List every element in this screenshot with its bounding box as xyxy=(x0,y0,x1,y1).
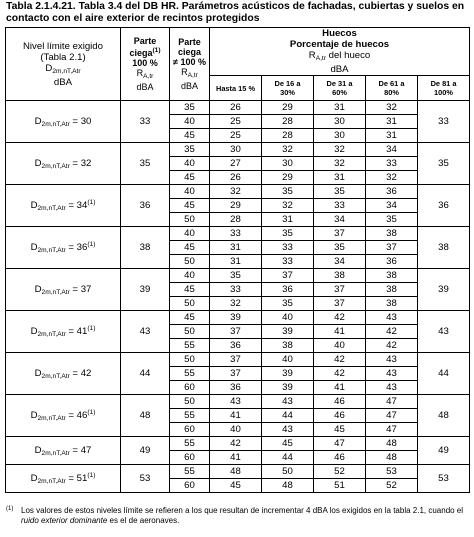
opening-pct-cell: 37 xyxy=(210,367,262,381)
solid-not-100-cell: 60 xyxy=(170,381,210,395)
opening-pct-cell: 43 xyxy=(210,395,262,409)
header-level-limit: Nivel límite exigido (Tabla 2.1) $D_{2m,nT,Atr}$ dBA xyxy=(6,28,121,101)
opening-pct-cell: 26 xyxy=(210,171,262,185)
header-pct-col: De 16 a 30% xyxy=(262,76,314,101)
table-row xyxy=(6,227,470,241)
opening-pct-cell: 37 xyxy=(314,227,366,241)
solid-not-100-cell: 40 xyxy=(170,185,210,199)
solid-not-100-cell: 50 xyxy=(170,255,210,269)
opening-pct-cell: 25 xyxy=(210,129,262,143)
opening-pct-cell: 38 xyxy=(262,339,314,353)
opening-pct-cell: 35 xyxy=(262,227,314,241)
opening-pct-cell: 32 xyxy=(210,297,262,311)
level-limit-cell: $D_{2m,nT,Atr} = 47$ xyxy=(6,437,121,465)
opening-pct-cell: 36 xyxy=(262,283,314,297)
opening-pct-cell: 51 xyxy=(314,479,366,493)
opening-pct-cell: 47 xyxy=(366,409,418,423)
opening-pct-cell: 32 xyxy=(314,157,366,171)
opening-pct-cell: 28 xyxy=(262,129,314,143)
opening-81-100-cell: 35 xyxy=(418,143,470,185)
table-row xyxy=(6,269,470,283)
opening-pct-cell: 36 xyxy=(366,185,418,199)
opening-pct-cell: 38 xyxy=(366,297,418,311)
opening-pct-cell: 36 xyxy=(210,381,262,395)
opening-pct-cell: 50 xyxy=(262,465,314,479)
opening-pct-cell: 25 xyxy=(210,115,262,129)
opening-pct-cell: 47 xyxy=(366,395,418,409)
opening-pct-cell: 32 xyxy=(314,143,366,157)
opening-pct-cell: 31 xyxy=(314,101,366,115)
opening-pct-cell: 31 xyxy=(314,171,366,185)
table-row xyxy=(6,185,470,199)
solid-not-100-cell: 50 xyxy=(170,395,210,409)
opening-pct-cell: 46 xyxy=(314,451,366,465)
solid-not-100-cell: 35 xyxy=(170,101,210,115)
opening-81-100-cell: 43 xyxy=(418,311,470,353)
footnote: (1) Los valores de estos niveles límite se refieren a los que resultan de incrementar 4 dBA los exigidos en la tabla 2.1, cuando el ruido exterior dominante es el de aeronaves. xyxy=(6,506,464,525)
opening-pct-cell: 42 xyxy=(314,311,366,325)
solid-100-cell: 35 xyxy=(121,143,170,185)
opening-pct-cell: 38 xyxy=(314,269,366,283)
opening-pct-cell: 41 xyxy=(314,381,366,395)
opening-pct-cell: 31 xyxy=(262,213,314,227)
solid-not-100-cell: 45 xyxy=(170,241,210,255)
solid-not-100-cell: 50 xyxy=(170,325,210,339)
opening-pct-cell: 35 xyxy=(262,297,314,311)
solid-not-100-cell: 40 xyxy=(170,269,210,283)
table-row xyxy=(6,101,470,115)
opening-pct-cell: 48 xyxy=(366,437,418,451)
opening-pct-cell: 48 xyxy=(366,451,418,465)
opening-pct-cell: 45 xyxy=(262,437,314,451)
opening-pct-cell: 31 xyxy=(366,115,418,129)
solid-not-100-cell: 45 xyxy=(170,311,210,325)
solid-100-cell: 53 xyxy=(121,465,170,493)
header-pct-col: Hasta 15 % xyxy=(210,76,262,101)
opening-pct-cell: 31 xyxy=(210,241,262,255)
table-title: Tabla 2.1.4.21. Tabla 3.4 del DB HR. Parámetros acústicos de fachadas, cubiertas y suelos en contacto con el aire exterior de recintos protegidos xyxy=(6,1,465,24)
opening-pct-cell: 37 xyxy=(366,241,418,255)
solid-100-cell: 38 xyxy=(121,227,170,269)
opening-81-100-cell: 53 xyxy=(418,465,470,493)
opening-81-100-cell: 49 xyxy=(418,437,470,465)
opening-81-100-cell: 39 xyxy=(418,269,470,311)
solid-not-100-cell: 55 xyxy=(170,339,210,353)
table-body xyxy=(6,101,470,493)
level-limit-cell: $D_{2m,nT,Atr} = 42$ xyxy=(6,353,121,395)
opening-pct-cell: 39 xyxy=(262,367,314,381)
solid-not-100-cell: 55 xyxy=(170,409,210,423)
table-row xyxy=(6,465,470,479)
opening-pct-cell: 43 xyxy=(366,367,418,381)
opening-pct-cell: 42 xyxy=(210,437,262,451)
opening-pct-cell: 33 xyxy=(366,157,418,171)
opening-pct-cell: 28 xyxy=(210,213,262,227)
opening-pct-cell: 42 xyxy=(314,353,366,367)
opening-pct-cell: 29 xyxy=(210,199,262,213)
opening-pct-cell: 33 xyxy=(262,241,314,255)
opening-pct-cell: 45 xyxy=(314,423,366,437)
solid-not-100-cell: 40 xyxy=(170,227,210,241)
opening-pct-cell: 52 xyxy=(314,465,366,479)
solid-not-100-cell: 45 xyxy=(170,283,210,297)
opening-pct-cell: 52 xyxy=(366,479,418,493)
solid-not-100-cell: 50 xyxy=(170,297,210,311)
opening-pct-cell: 47 xyxy=(366,423,418,437)
solid-not-100-cell: 60 xyxy=(170,423,210,437)
opening-pct-cell: 35 xyxy=(366,213,418,227)
opening-pct-cell: 30 xyxy=(210,143,262,157)
opening-pct-cell: 30 xyxy=(314,129,366,143)
opening-pct-cell: 32 xyxy=(366,171,418,185)
solid-100-cell: 39 xyxy=(121,269,170,311)
header-solid-part-not-100: Parte ciega ≠ 100 % $R_{A,tr}$ dBA xyxy=(170,28,210,101)
opening-pct-cell: 30 xyxy=(314,115,366,129)
acoustic-parameters-table xyxy=(5,27,470,493)
footnote-italic: ruido exterior dominante xyxy=(21,516,108,525)
opening-pct-cell: 29 xyxy=(262,171,314,185)
opening-pct-cell: 36 xyxy=(210,339,262,353)
opening-pct-cell: 40 xyxy=(262,311,314,325)
opening-pct-cell: 32 xyxy=(210,185,262,199)
opening-pct-cell: 34 xyxy=(314,213,366,227)
opening-pct-cell: 43 xyxy=(262,395,314,409)
level-limit-cell: $D_{2m,nT,Atr} = 32$ xyxy=(6,143,121,185)
header-huecos: Huecos Porcentaje de huecos $R_{A,tr}$ del hueco dBA xyxy=(210,28,470,76)
opening-pct-cell: 43 xyxy=(366,311,418,325)
opening-pct-cell: 28 xyxy=(262,115,314,129)
solid-100-cell: 48 xyxy=(121,395,170,437)
opening-pct-cell: 42 xyxy=(366,325,418,339)
opening-81-100-cell: 33 xyxy=(418,101,470,143)
header-pct-col: De 31 a 60% xyxy=(314,76,366,101)
opening-pct-cell: 34 xyxy=(366,199,418,213)
level-limit-cell: $D_{2m,nT,Atr} = 51^{(1)}$ xyxy=(6,465,121,493)
opening-pct-cell: 44 xyxy=(262,451,314,465)
opening-pct-cell: 32 xyxy=(262,143,314,157)
header-pct-col: De 61 a 80% xyxy=(366,76,418,101)
opening-pct-cell: 33 xyxy=(262,255,314,269)
opening-pct-cell: 35 xyxy=(210,269,262,283)
level-limit-cell: $D_{2m,nT,Atr} = 34^{(1)}$ xyxy=(6,185,121,227)
opening-pct-cell: 38 xyxy=(366,269,418,283)
opening-pct-cell: 35 xyxy=(314,185,366,199)
level-limit-cell: $D_{2m,nT,Atr} = 36^{(1)}$ xyxy=(6,227,121,269)
solid-not-100-cell: 55 xyxy=(170,465,210,479)
opening-pct-cell: 29 xyxy=(262,101,314,115)
opening-pct-cell: 37 xyxy=(262,269,314,283)
opening-pct-cell: 53 xyxy=(366,465,418,479)
opening-pct-cell: 43 xyxy=(262,423,314,437)
opening-pct-cell: 41 xyxy=(210,451,262,465)
opening-pct-cell: 27 xyxy=(210,157,262,171)
opening-pct-cell: 42 xyxy=(366,339,418,353)
opening-pct-cell: 46 xyxy=(314,395,366,409)
table-row xyxy=(6,311,470,325)
solid-not-100-cell: 50 xyxy=(170,353,210,367)
opening-pct-cell: 30 xyxy=(262,157,314,171)
solid-not-100-cell: 45 xyxy=(170,199,210,213)
opening-pct-cell: 40 xyxy=(210,423,262,437)
opening-81-100-cell: 44 xyxy=(418,353,470,395)
opening-pct-cell: 31 xyxy=(210,255,262,269)
opening-pct-cell: 37 xyxy=(314,283,366,297)
opening-pct-cell: 37 xyxy=(210,353,262,367)
opening-81-100-cell: 38 xyxy=(418,227,470,269)
opening-pct-cell: 44 xyxy=(262,409,314,423)
level-limit-cell: $D_{2m,nT,Atr} = 46^{(1)}$ xyxy=(6,395,121,437)
opening-pct-cell: 32 xyxy=(262,199,314,213)
opening-pct-cell: 37 xyxy=(314,297,366,311)
table-row xyxy=(6,353,470,367)
opening-pct-cell: 39 xyxy=(262,381,314,395)
header-pct-col: De 81 a 100% xyxy=(418,76,470,101)
opening-pct-cell: 26 xyxy=(210,101,262,115)
opening-pct-cell: 40 xyxy=(262,353,314,367)
opening-pct-cell: 35 xyxy=(314,241,366,255)
footnote-mark: (1) xyxy=(6,506,14,512)
table-row xyxy=(6,395,470,409)
opening-pct-cell: 39 xyxy=(210,311,262,325)
opening-pct-cell: 36 xyxy=(366,255,418,269)
solid-not-100-cell: 55 xyxy=(170,437,210,451)
opening-pct-cell: 43 xyxy=(366,381,418,395)
solid-not-100-cell: 35 xyxy=(170,143,210,157)
table-row xyxy=(6,143,470,157)
level-limit-cell: $D_{2m,nT,Atr} = 30$ xyxy=(6,101,121,143)
solid-not-100-cell: 60 xyxy=(170,479,210,493)
solid-not-100-cell: 50 xyxy=(170,213,210,227)
opening-pct-cell: 46 xyxy=(314,409,366,423)
opening-81-100-cell: 36 xyxy=(418,185,470,227)
level-limit-cell: $D_{2m,nT,Atr} = 41^{(1)}$ xyxy=(6,311,121,353)
solid-100-cell: 33 xyxy=(121,101,170,143)
solid-not-100-cell: 45 xyxy=(170,129,210,143)
solid-100-cell: 43 xyxy=(121,311,170,353)
opening-pct-cell: 48 xyxy=(262,479,314,493)
opening-pct-cell: 41 xyxy=(314,325,366,339)
opening-pct-cell: 38 xyxy=(366,227,418,241)
opening-pct-cell: 31 xyxy=(366,129,418,143)
header-solid-part-100: Parte ciega$^{(1)}$ 100 % $R_{A,tr}$ dBA xyxy=(121,28,170,101)
solid-100-cell: 49 xyxy=(121,437,170,465)
opening-pct-cell: 40 xyxy=(314,339,366,353)
opening-pct-cell: 45 xyxy=(210,479,262,493)
solid-100-cell: 44 xyxy=(121,353,170,395)
solid-not-100-cell: 45 xyxy=(170,171,210,185)
opening-pct-cell: 43 xyxy=(366,353,418,367)
opening-81-100-cell: 48 xyxy=(418,395,470,437)
opening-pct-cell: 33 xyxy=(210,283,262,297)
opening-pct-cell: 37 xyxy=(210,325,262,339)
opening-pct-cell: 35 xyxy=(262,185,314,199)
opening-pct-cell: 38 xyxy=(366,283,418,297)
opening-pct-cell: 34 xyxy=(314,255,366,269)
opening-pct-cell: 32 xyxy=(366,101,418,115)
opening-pct-cell: 33 xyxy=(314,199,366,213)
solid-not-100-cell: 40 xyxy=(170,115,210,129)
solid-not-100-cell: 55 xyxy=(170,367,210,381)
table-row xyxy=(6,437,470,451)
level-limit-cell: $D_{2m,nT,Atr} = 37$ xyxy=(6,269,121,311)
opening-pct-cell: 48 xyxy=(210,465,262,479)
solid-100-cell: 36 xyxy=(121,185,170,227)
solid-not-100-cell: 60 xyxy=(170,451,210,465)
solid-not-100-cell: 40 xyxy=(170,157,210,171)
opening-pct-cell: 41 xyxy=(210,409,262,423)
opening-pct-cell: 39 xyxy=(262,325,314,339)
opening-pct-cell: 34 xyxy=(366,143,418,157)
opening-pct-cell: 47 xyxy=(314,437,366,451)
opening-pct-cell: 42 xyxy=(314,367,366,381)
opening-pct-cell: 33 xyxy=(210,227,262,241)
